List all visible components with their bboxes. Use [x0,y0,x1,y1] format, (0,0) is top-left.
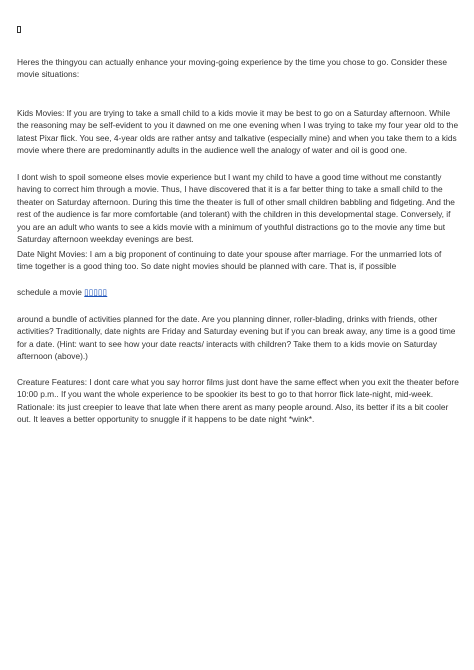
paragraph-intro: Heres the thingyou can actually enhance your moving-going experience by the time you chose to go. Consider these movie situations: [17,57,447,80]
paragraph-child-experience: I dont wish to spoil someone elses movie experience but I want my child to have a good time without me constantly having to correct him through a movie. Thus, I have discovered that it is a far better thing to take a small child to the theater on Saturday afternoon. During this time the theater is full of other small children babbling and fidgeting. And the rest of the audience is far more comfortable (and tolerant) with the children in this developmental stage. Conversely, if you are an adult who wants to see a kids movie with a minimum of youthful distractions go to the movie any time but Saturday afternoon weekday evenings are best. [17,172,455,245]
schedule-text: schedule a movie [17,287,85,297]
paragraph-date-activities: around a bundle of activities planned for the date. Are you planning dinner, roller-blading, drinks with friends, other activities? Traditionally, date nights are Friday and Saturday evening but if you can break away, any time is a good time for a date. (Hint: want to see how your date reacts/ interacts with children? Take them to a kids movie on Saturday afternoon (above).) [17,314,456,362]
movie-link[interactable]: ▯▯▯▯▯ [84,287,108,297]
paragraph-creature-features: Creature Features: I dont care what you say horror films just dont have the same effect when you exit the theater before 10:00 p.m.. If you want the whole experience to be spookier its best to go to that horror flick late-night, mid-week. Rationale: its just creepier to leave that late when there arent as many people around. Also, its better if its a bit cooler out. It leaves a better opportunity to snuggle if it happens to be date night *wink*. [17,377,459,425]
paragraph-date-night: Date Night Movies: I am a big proponent of continuing to date your spouse after marriage. For the unmarried lots of time together is a good thing too. So date night movies should be planned with care. That is, if possible [17,249,442,272]
missing-glyph-icon [17,26,21,33]
paragraph-kids-movies: Kids Movies: If you are trying to take a small child to a kids movie it may be best to go on a Saturday afternoon. While the reasoning may be self-evident to you it dawned on me one evening when I was trying to take my four year old to the latest Pixar flick. You see, 4-year olds are rather antsy and talkative (especially mine) and when you take them to a kids movie where there are predominantly adults in the audience well the analogy of water and oil is good one. [17,108,459,156]
paragraph-schedule-link-line [17,286,459,298]
